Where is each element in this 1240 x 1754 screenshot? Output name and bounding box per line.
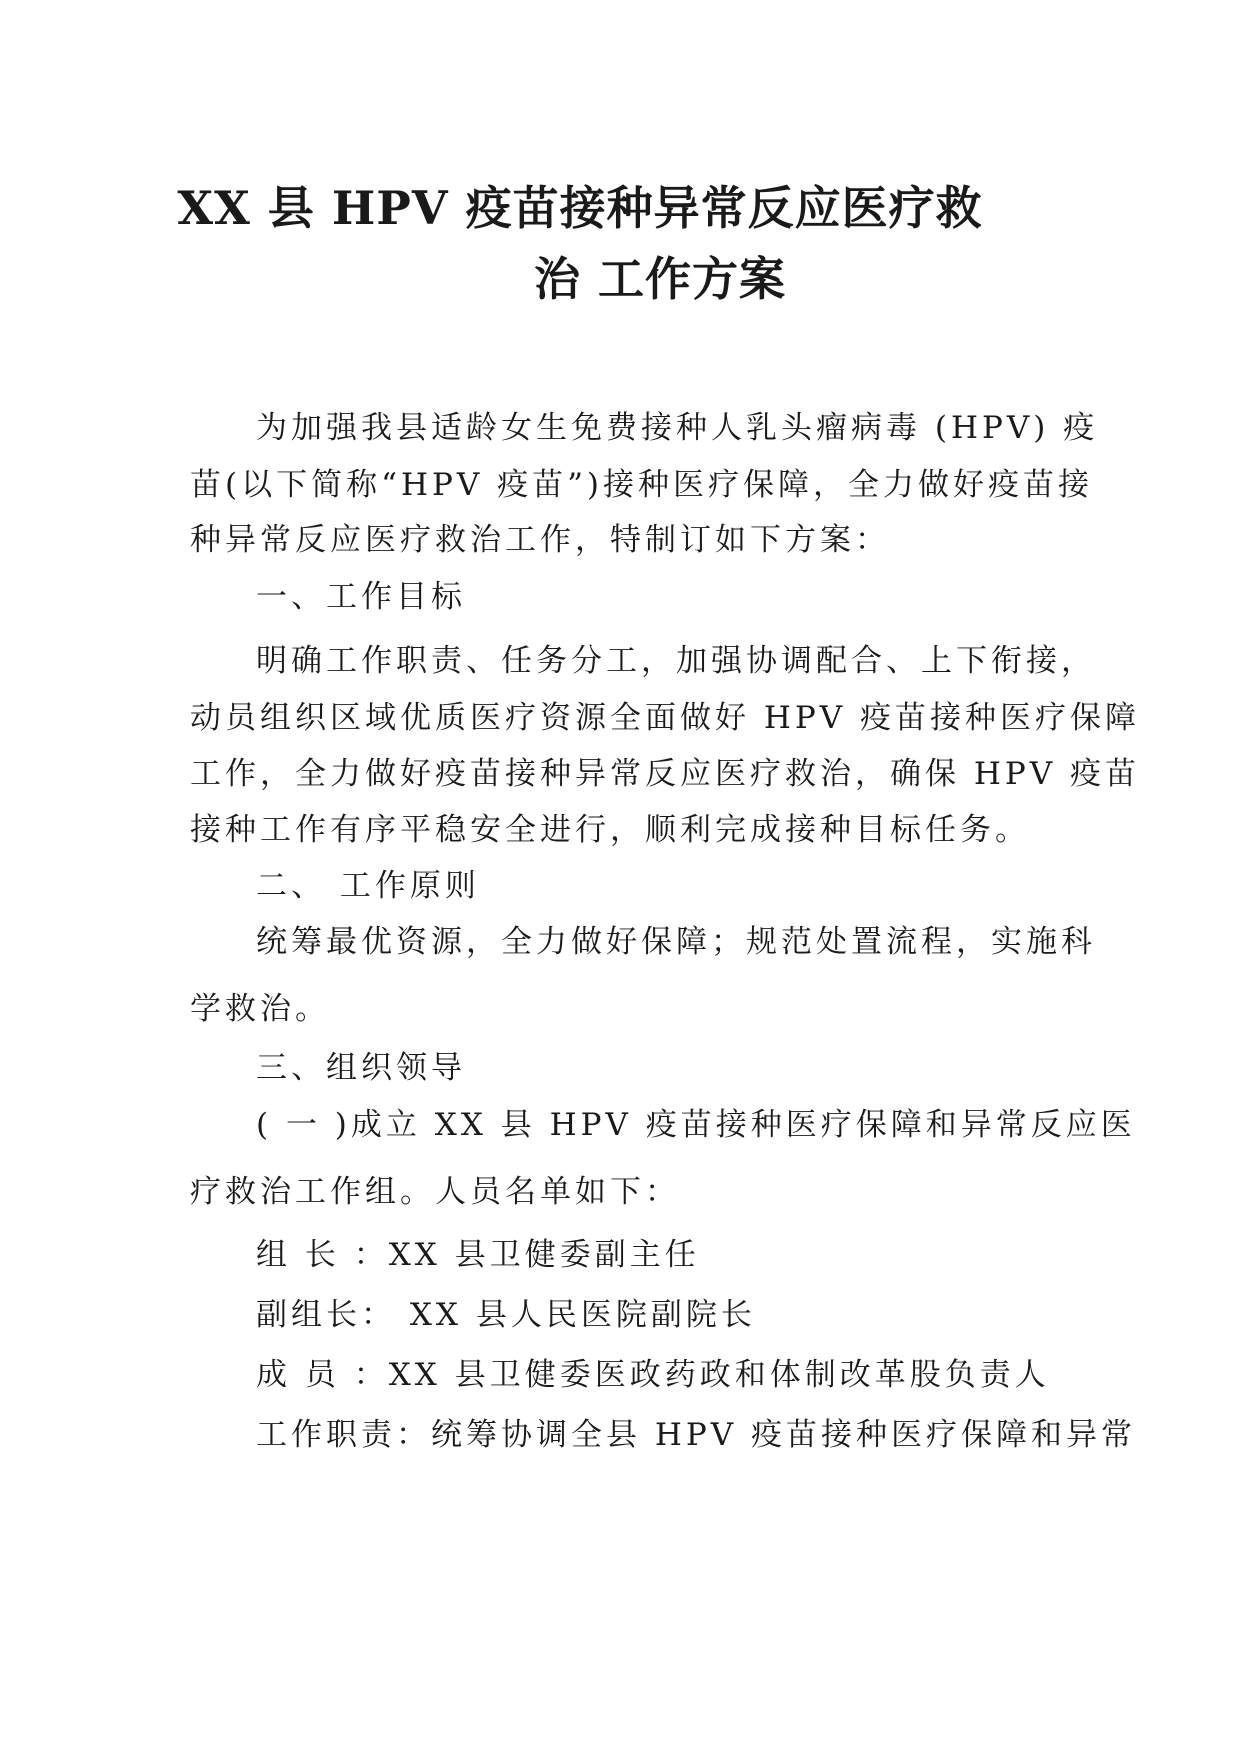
intro-paragraph-line-2: 苗(以下简称“HPV 疫苗”)接种医疗保障，全力做好疫苗接 [190, 467, 1094, 503]
intro-paragraph-line-3: 种异常反应医疗救治工作，特制订如下方案： [190, 522, 890, 558]
section-heading-leadership: 三、组织领导 [256, 1050, 466, 1086]
goals-paragraph-line-3: 工作，全力做好疫苗接种异常反应医疗救治，确保 HPV 疫苗 [190, 756, 1140, 792]
member-deputy-leader: 副组长： XX 县人民医院副院长 [256, 1297, 756, 1333]
duties-line-1: 工作职责：统筹协调全县 HPV 疫苗接种医疗保障和异常 [256, 1417, 1136, 1453]
member-members: 成 员 ：XX 县卫健委医政药政和体制改革股负责人 [256, 1357, 1050, 1393]
leadership-paragraph-line-1: ( 一 )成立 XX 县 HPV 疫苗接种医疗保障和异常反应医 [256, 1107, 1136, 1143]
goals-paragraph-line-1: 明确工作职责、任务分工，加强协调配合、上下衔接， [256, 643, 1096, 679]
goals-paragraph-line-4: 接种工作有序平稳安全进行，顺利完成接种目标任务。 [190, 812, 1030, 848]
document-title-line-1: XX 县 HPV 疫苗接种异常反应医疗救 [177, 181, 983, 235]
principles-paragraph-line-2: 学救治。 [190, 991, 330, 1027]
section-heading-goals: 一、工作目标 [256, 579, 466, 615]
document-title-line-2: 治 工作方案 [533, 252, 786, 306]
section-heading-principles: 二、 工作原则 [256, 868, 480, 904]
principles-paragraph-line-1: 统筹最优资源，全力做好保障；规范处置流程，实施科 [256, 924, 1096, 960]
intro-paragraph-line-1: 为加强我县适龄女生免费接种人乳头瘤病毒 (HPV) 疫 [256, 410, 1099, 446]
goals-paragraph-line-2: 动员组织区域优质医疗资源全面做好 HPV 疫苗接种医疗保障 [190, 700, 1140, 736]
leadership-paragraph-line-2: 疗救治工作组。人员名单如下： [190, 1174, 680, 1210]
member-leader: 组 长 ：XX 县卫健委副主任 [256, 1237, 700, 1273]
